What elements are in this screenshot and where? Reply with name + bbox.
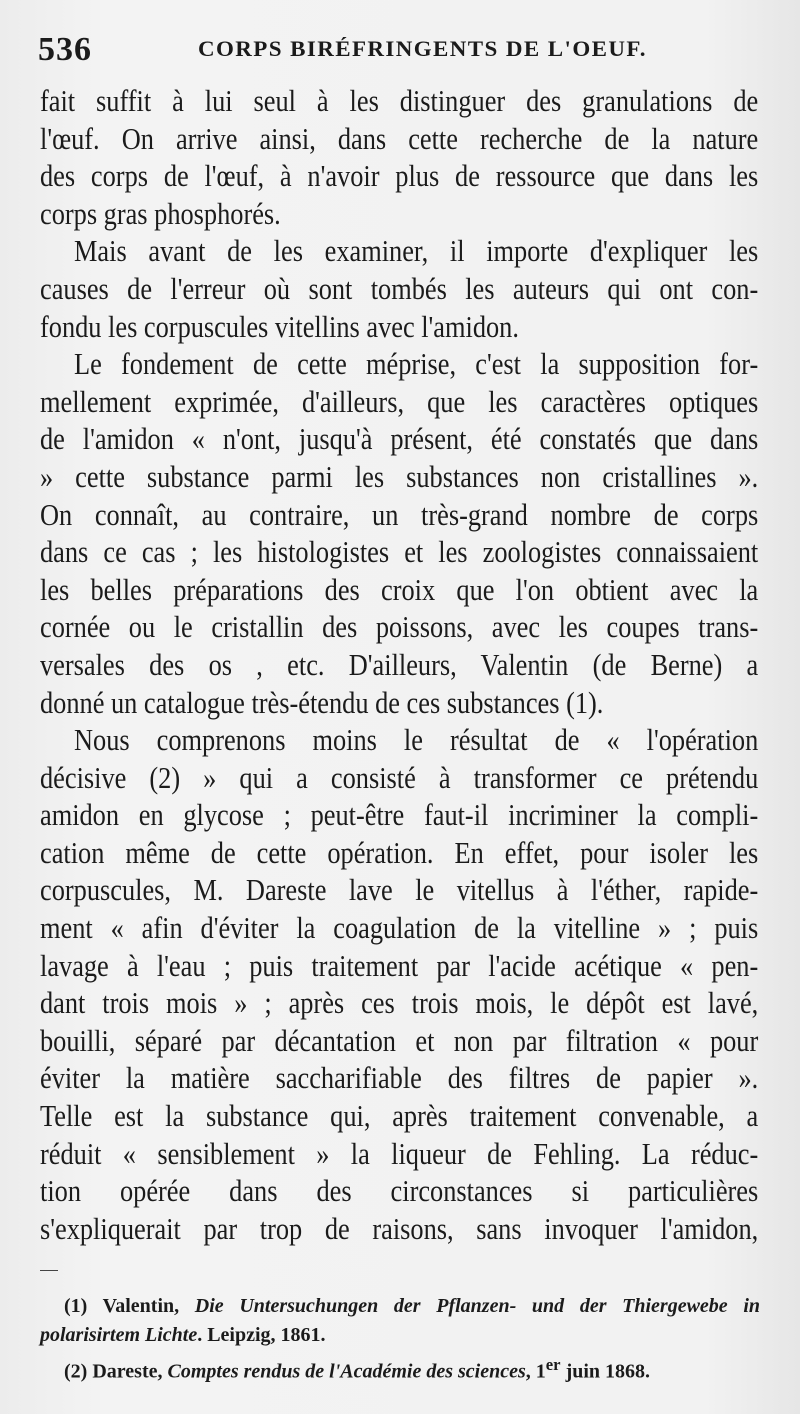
text-line: l'œuf. On arrive ainsi, dans cette recherche de la nature bbox=[40, 120, 759, 156]
text-line: Telle est la substance qui, après traitement convenable, a bbox=[40, 1098, 759, 1134]
text-line: dant trois mois » ; après ces trois mois, le dépôt est lavé, bbox=[40, 985, 759, 1021]
text-line: lavage à l'eau ; puis traitement par l'acide acétique « pen- bbox=[40, 947, 759, 983]
footnote-rest: , 1 bbox=[525, 1360, 546, 1383]
footnote-2 bbox=[40, 1350, 760, 1383]
footnote-title: Die Untersuchungen der Pflanzen- und der Thiergewebe in bbox=[194, 1295, 761, 1317]
text-line: bouilli, séparé par décantation et non par filtration « pour bbox=[40, 1022, 759, 1058]
running-head: CORPS BIRÉFRINGENTS DE L'OEUF. bbox=[198, 36, 647, 61]
page-header bbox=[38, 30, 758, 70]
text-line: Nous comprenons moins le résultat de « l'opération bbox=[74, 722, 759, 758]
footnote-title: Comptes rendus de l'Académie des sciences bbox=[167, 1360, 526, 1383]
footnote-title-cont: polarisirtem Lichte bbox=[40, 1324, 198, 1346]
text-line: corpuscules, M. Dareste lave le vitellus à l'éther, rapide- bbox=[40, 872, 759, 908]
text-line: Le fondement de cette méprise, c'est la supposition for- bbox=[74, 346, 759, 382]
text-line: donné un catalogue très-étendu de ces substances (1). bbox=[40, 684, 604, 720]
footnote-rest: . Leipzig, 1861. bbox=[197, 1324, 326, 1346]
footnote-1-cont bbox=[40, 1321, 760, 1350]
text-line: corps gras phosphorés. bbox=[40, 195, 281, 231]
footnote-marker: (1) Valentin, bbox=[64, 1295, 180, 1317]
footnotes bbox=[40, 1292, 761, 1383]
text-line: des corps de l'œuf, à n'avoir plus de ressource que dans les bbox=[40, 158, 759, 194]
text-line: cation même de cette opération. En effet, pour isoler les bbox=[40, 834, 759, 870]
body-text bbox=[40, 82, 758, 1247]
footnote-1 bbox=[40, 1292, 760, 1321]
text-line: dans ce cas ; les histologistes et les zoologistes connaissaient bbox=[40, 534, 759, 570]
text-line: fait suffit à lui seul à les distinguer des granulations de bbox=[40, 83, 759, 118]
text-line: cornée ou le cristallin des poissons, avec les coupes trans- bbox=[40, 609, 759, 645]
footnote-rest: juin 1868. bbox=[560, 1360, 651, 1383]
text-line: fondu les corpuscules vitellins avec l'amidon. bbox=[40, 308, 519, 344]
text-line: décisive (2) » qui a consisté à transformer ce prétendu bbox=[40, 759, 759, 795]
text-line: réduit « sensiblement » la liqueur de Fehling. La réduc- bbox=[40, 1135, 759, 1171]
text-line: de l'amidon « n'ont, jusqu'à présent, été constatés que dans bbox=[40, 421, 759, 457]
text-line: On connaît, au contraire, un très-grand nombre de corps bbox=[40, 496, 759, 532]
footnote-marker: (2) Dareste, bbox=[64, 1360, 163, 1383]
text-line: Mais avant de les examiner, il importe d'expliquer les bbox=[74, 233, 759, 269]
footnote-superscript: er bbox=[545, 1355, 561, 1374]
text-line: tion opérée dans des circonstances si particulières bbox=[40, 1173, 759, 1209]
text-line: » cette substance parmi les substances non cristallines ». bbox=[40, 458, 759, 494]
text-line: s'expliquerait par trop de raisons, sans invoquer l'amidon, bbox=[40, 1210, 759, 1246]
text-line: causes de l'erreur où sont tombés les auteurs qui ont con- bbox=[40, 270, 759, 306]
text-line: ment « afin d'éviter la coagulation de la vitelline » ; puis bbox=[40, 910, 759, 946]
text-line: amidon en glycose ; peut-être faut-il incriminer la compli- bbox=[40, 797, 759, 833]
text-line: versales des os , etc. D'ailleurs, Valentin (de Berne) a bbox=[40, 646, 759, 682]
text-line: mellement exprimée, d'ailleurs, que les caractères optiques bbox=[40, 383, 759, 419]
footnote-rule bbox=[40, 1270, 58, 1271]
page-number: 536 bbox=[38, 31, 92, 68]
text-line: éviter la matière saccharifiable des filtres de papier ». bbox=[40, 1060, 759, 1096]
text-line: les belles préparations des croix que l'on obtient avec la bbox=[40, 571, 759, 607]
